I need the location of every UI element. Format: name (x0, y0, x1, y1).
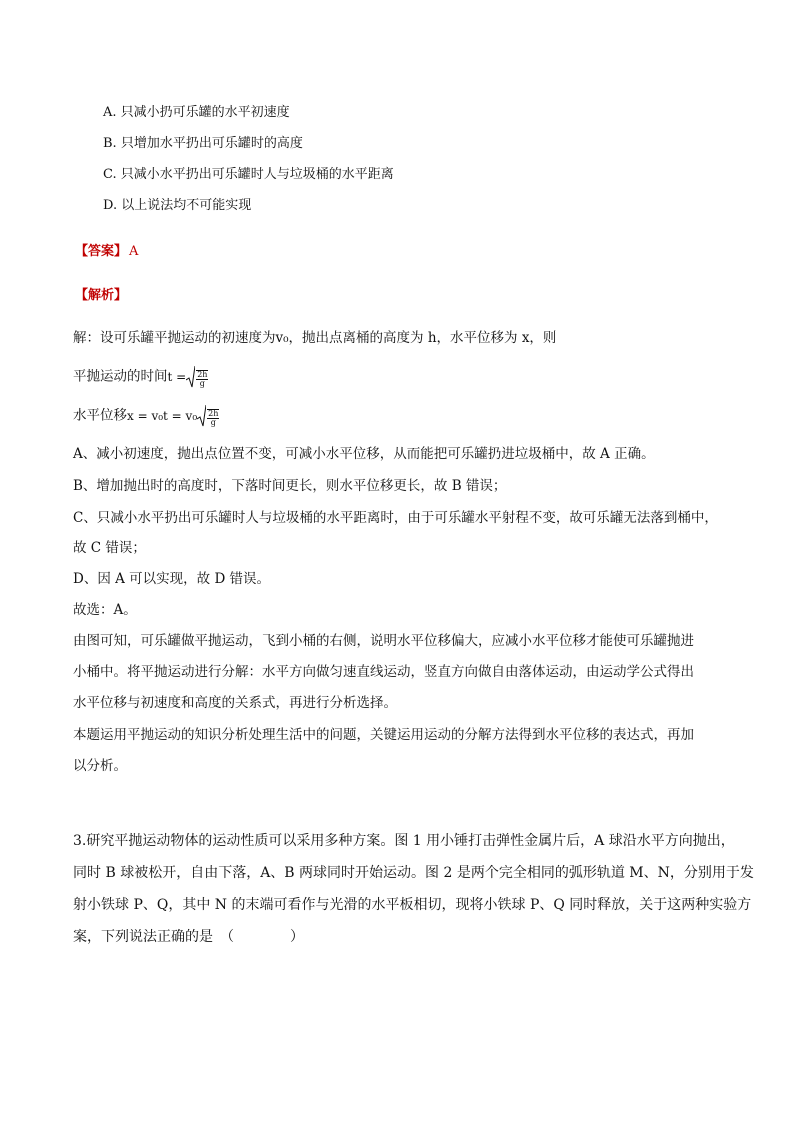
disp-frac-den: g (210, 418, 216, 427)
answer-label: 【答案】 (75, 244, 128, 259)
line-b: B、增加抛出时的高度时，下落时间更长，则水平位移更长，故 B 错误； (73, 478, 507, 494)
sqrt-icon (197, 405, 219, 427)
question3-line3: 射小铁球 P、Q，其中 N 的末端可看作与光滑的水平板相切，现将小铁球 P、Q 同时释放，关于这两种实验方 (73, 897, 752, 913)
line-a: A、减小初速度，抛出点位置不变，可减小水平位移，从而能把可乐罐扔进垃圾桶中，故 A 正确。 (73, 446, 655, 462)
option-c: C. 只减小水平扔出可乐罐时人与垃圾桶的水平距离 (103, 167, 394, 182)
time-frac-num: 2h (197, 370, 208, 379)
analysis-label: 【解析】 (75, 288, 128, 303)
summary-2: 以分析。 (73, 758, 127, 774)
disp-formula (73, 405, 219, 427)
option-d: D. 以上说法均不可能实现 (103, 198, 252, 213)
analysis-row (75, 285, 127, 306)
answer-value: A (129, 244, 139, 259)
line-c1: C、只减小水平扔出可乐罐时人与垃圾桶的水平距离时，由于可乐罐水平射程不变，故可乐罐无法落到桶中， (73, 510, 718, 526)
explanation-2: 小桶中。将平抛运动进行分解：水平方向做匀速直线运动，竖直方向做自由落体运动，由运动学公式得出 (73, 664, 694, 680)
question3-line2: 同时 B 球被松开，自由下落，A、B 两球同时开始运动。图 2 是两个完全相同的弧形轨道 M、N，分别用于发 (73, 865, 754, 881)
time-equation (168, 366, 209, 388)
disp-fraction (207, 409, 219, 427)
summary-1: 本题运用平抛运动的知识分析处理生活中的问题，关键运用运动的分解方法得到水平位移的表达式，再加 (73, 727, 694, 743)
line-c2: 故 C 错误； (73, 540, 146, 556)
solution-intro: 解：设可乐罐平抛运动的初速度为v₀，抛出点离桶的高度为 h，水平位移为 x，则 (73, 330, 557, 346)
line-d: D、因 A 可以实现，故 D 错误。 (73, 571, 271, 587)
time-frac-den: g (199, 379, 205, 388)
question3-line1: 3.研究平抛运动物体的运动性质可以采用多种方案。图 1 用小锤打击弹性金属片后，A 球沿水平方向抛出， (73, 833, 735, 849)
time-prefix: 平抛运动的时间 (73, 368, 168, 385)
disp-prefix: 水平位移 (73, 407, 127, 424)
time-var: t = (167, 370, 187, 384)
time-fraction (196, 370, 208, 388)
disp-var: x = v₀t = v₀ (127, 409, 198, 423)
disp-equation (127, 405, 219, 427)
disp-frac-num: 2h (208, 409, 219, 418)
option-a: A. 只减小扔可乐罐的水平初速度 (103, 105, 290, 120)
explanation-1: 由图可知，可乐罐做平抛运动，飞到小桶的右侧，说明水平位移偏大，应减小水平位移才能使可乐罐抛进 (73, 633, 694, 649)
option-b: B. 只增加水平扔出可乐罐时的高度 (103, 136, 303, 151)
question3-line4: 案，下列说法正确的是 （ ） (73, 929, 304, 945)
time-formula (73, 366, 208, 388)
explanation-3: 水平位移与初速度和高度的关系式，再进行分析选择。 (73, 695, 397, 711)
answer-row (75, 241, 138, 262)
sqrt-icon (186, 366, 208, 388)
choice-line: 故选：A。 (73, 602, 137, 618)
